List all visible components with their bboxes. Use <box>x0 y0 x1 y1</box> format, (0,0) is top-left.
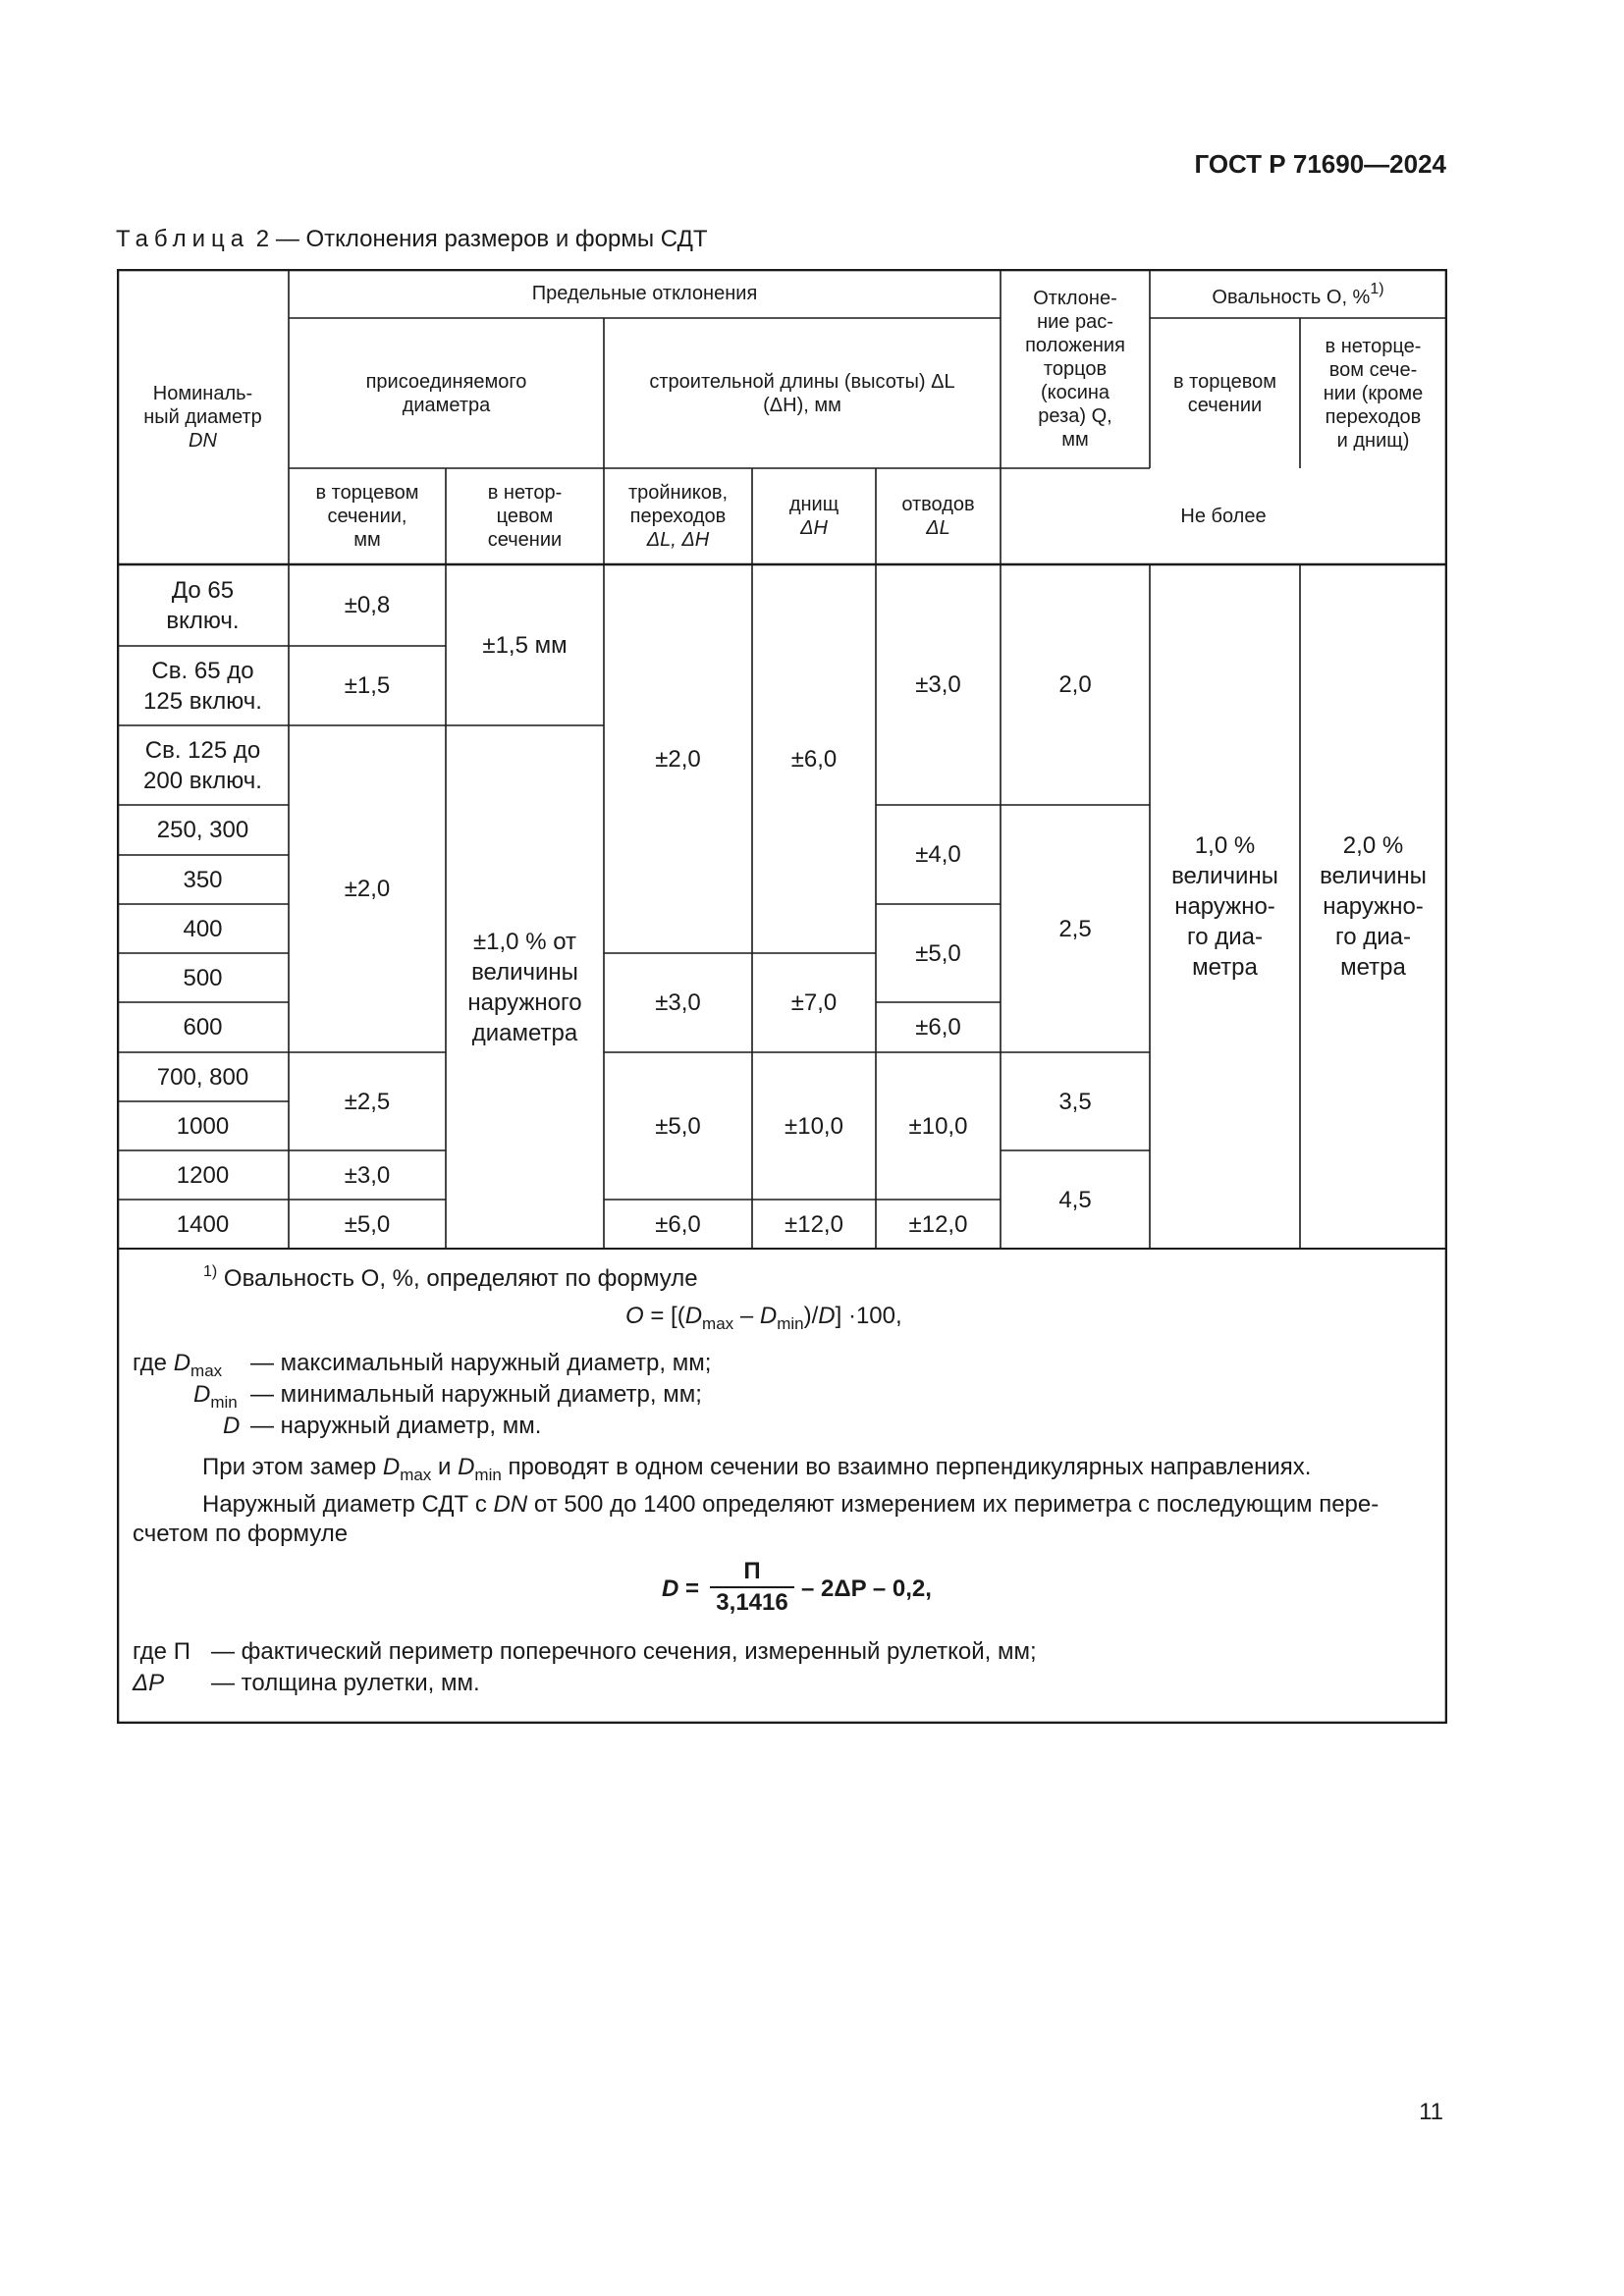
deviation-table <box>117 269 1447 1724</box>
cell-bends: ±6,0 <box>915 1014 961 1041</box>
definition-dmin: — минимальный наружный диаметр, мм; <box>250 1381 702 1408</box>
table-caption <box>116 226 708 253</box>
cell-non-end: ±1,0 % от величины наружного диаметра <box>467 928 582 1046</box>
fraction-numerator: П <box>710 1557 794 1588</box>
cell-bends: ±12,0 <box>908 1210 968 1238</box>
cell-bends: ±3,0 <box>915 671 961 698</box>
row-label: 1200 <box>176 1161 230 1189</box>
cell-ovality-end: 1,0 % величины наружно- го диа- метра <box>1171 832 1278 981</box>
cell-end-face: ±0,8 <box>344 592 391 618</box>
definition-tape: — толщина рулетки, мм. <box>211 1670 480 1696</box>
perimeter-note-continued: счетом по формуле <box>133 1521 349 1547</box>
header-tees: тройников, переходов ΔL, ΔH <box>627 482 729 551</box>
cell-end-face: ±1,5 <box>344 672 391 699</box>
cell-end-face: ±2,0 <box>344 876 391 902</box>
cell-non-end: ±1,5 мм <box>482 631 568 659</box>
row-label: 350 <box>183 866 223 893</box>
cell-bottoms: ±12,0 <box>785 1210 843 1238</box>
where-perimeter: где П <box>133 1638 190 1665</box>
document-code: ГОСТ Р 71690—2024 <box>1194 149 1446 179</box>
definition-dmax: — максимальный наружный диаметр, мм; <box>250 1350 712 1376</box>
cell-end-face: ±5,0 <box>344 1210 391 1238</box>
cell-bottoms: ±7,0 <box>790 989 838 1016</box>
cell-tees: ±2,0 <box>655 745 701 773</box>
definition-perimeter: — фактический периметр поперечного сечения, измеренный рулеткой, мм; <box>211 1638 1037 1665</box>
cell-deviation: 2,0 <box>1058 671 1092 698</box>
measurement-note: При этом замер $D_{max}$ и $D_{min}$ проводят в одном сечении во взаимно перпендикулярных направлениях. <box>202 1454 1312 1484</box>
cell-end-face: ±2,5 <box>344 1088 391 1115</box>
definition-d: — наружный диаметр, мм. <box>250 1413 542 1439</box>
footnote-intro: $^{1)}$ Овальность О, %, определяют по формуле <box>203 1263 698 1292</box>
caption-label: Таблица <box>116 226 250 252</box>
header-end-face-section: в торцевом сечении, мм <box>315 482 419 551</box>
header-non-end-section: в нетор- цевом сечении <box>487 482 563 551</box>
cell-tees: ±6,0 <box>655 1210 701 1238</box>
cell-bottoms: ±10,0 <box>785 1112 843 1140</box>
cell-tees: ±5,0 <box>655 1112 701 1140</box>
symbol-d: D <box>223 1413 241 1439</box>
row-label: 1400 <box>176 1210 230 1238</box>
header-ovality: Овальность О, %$^{1)}$ <box>1212 281 1384 308</box>
header-nominal-diameter: Номиналь- ный диаметр DN <box>143 382 262 452</box>
diameter-formula-rhs: – 2ΔP – 0,2, <box>801 1575 932 1602</box>
cell-tees: ±3,0 <box>655 989 701 1016</box>
cell-ovality-non-end: 2,0 % величины наружно- го диа- метра <box>1320 832 1427 981</box>
header-construction-length: строительной длины (высоты) ΔL (ΔH), мм <box>649 370 955 416</box>
row-label: До 65 включ. <box>166 576 240 634</box>
caption-title: — Отклонения размеров и формы СДТ <box>275 226 708 252</box>
diameter-formula-fraction <box>710 1557 794 1618</box>
caption-number: 2 <box>255 226 270 252</box>
cell-deviation: 4,5 <box>1058 1186 1092 1213</box>
cell-end-face: ±3,0 <box>344 1161 391 1189</box>
diameter-formula-lhs: D = <box>662 1575 700 1602</box>
header-bottoms: днищ ΔH <box>788 494 839 539</box>
row-label: 400 <box>183 915 223 942</box>
cell-deviation: 2,5 <box>1058 915 1092 942</box>
header-not-more: Не более <box>1180 506 1267 527</box>
fraction-denominator: 3,1416 <box>716 1589 788 1616</box>
cell-bottoms: ±6,0 <box>790 745 838 773</box>
row-label: 600 <box>183 1014 223 1041</box>
page-number: 11 <box>1419 2099 1443 2125</box>
header-limit-deviations: Предельные отклонения <box>531 283 758 304</box>
row-label: Св. 125 до 200 включ. <box>143 736 262 794</box>
header-ovality-end-face: в торцевом сечении <box>1173 370 1276 416</box>
symbol-dmin: $D_{min}$ <box>193 1381 238 1412</box>
header-end-deviation: Отклоне- ние рас- положения торцов (косина реза) Q, мм <box>1025 287 1125 451</box>
where-label: где $D_{max}$ <box>133 1350 223 1380</box>
cell-bends: ±4,0 <box>915 841 961 868</box>
ovality-formula: $O = [(D_{max} - D_{min})/D] \cdot 100$, <box>625 1303 902 1333</box>
header-ovality-non-end: в неторце- вом сече- нии (кроме переходов и днищ) <box>1323 335 1424 452</box>
row-label: Св. 65 до 125 включ. <box>143 657 262 715</box>
row-label: 700, 800 <box>156 1063 249 1091</box>
symbol-delta-p: ΔP <box>133 1670 165 1696</box>
header-connect-diameter: присоединяемого диаметра <box>365 370 527 416</box>
cell-deviation: 3,5 <box>1058 1088 1092 1115</box>
cell-bends: ±5,0 <box>915 939 961 967</box>
row-label: 250, 300 <box>156 817 249 843</box>
header-bends: отводов ΔL <box>901 494 975 539</box>
cell-bends: ±10,0 <box>908 1112 968 1140</box>
row-label: 1000 <box>176 1112 230 1140</box>
row-label: 500 <box>183 964 223 991</box>
perimeter-note: Наружный диаметр СДТ с DN от 500 до 1400 определяют измерением их периметра с последующим пере- <box>202 1491 1380 1518</box>
